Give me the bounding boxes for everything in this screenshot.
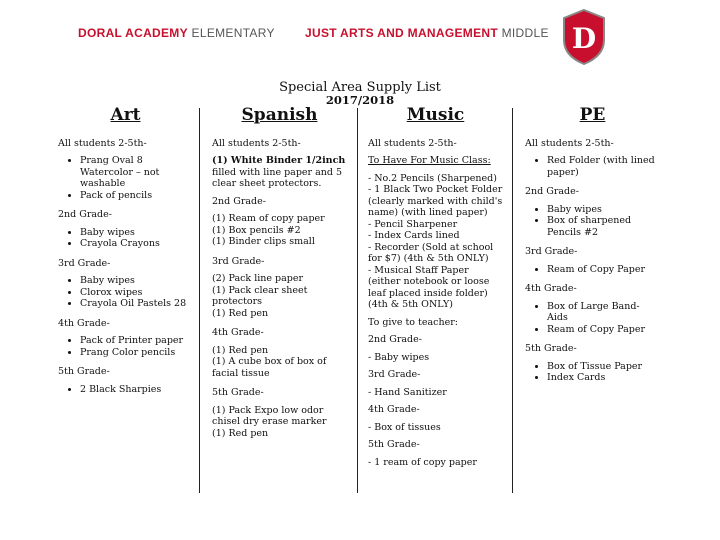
art-g2-list: • Baby wipes • Crayola Crayons — [58, 227, 193, 250]
music-heading: Music — [406, 105, 465, 125]
music-column: Music All students 2-5th- To Have For Music Class: - No.2 Pencils (Sharpened) - 1 Black Two Pocket Folder (clearly marked with child's name) (with lined paper) - Pencil Sharpener - Index Cards lined - Recorder (Sold at school for $7) (4th & 5th ONLY) - Musical Staff Paper (either notebook or loose leaf placed inside folder) (4th & 5th ONLY) To give to teacher: 2nd Grade- - Baby wipes 3rd Grade- - Hand Sanitizer 4th Grade- - Box of tissues 5th Grade- - 1 ream of copy paper — [368, 105, 503, 468]
school-header — [0, 0, 720, 72]
art-g5-list: • 2 Black Sharpies — [58, 384, 193, 396]
spanish-column: Spanish All students 2-5th- (1) White Binder 1/2inch filled with line paper and 5 clear sheet protectors. 2nd Grade- (1) Ream of copy paper (1) Box pencils #2 (1) Binder clips small 3rd Grade- (2) Pack line paper (1) Pack clear sheet protectors (1) Red pen 4th Grade- (1) Red pen (1) A cube box of box of facial tissue 5th Grade- (1) Pack Expo low odor chisel dry erase marker (1) Red pen — [212, 105, 346, 439]
middle-school-name: JUST ARTS AND MANAGEMENT MIDDLE — [305, 26, 549, 40]
art-g3-list: • Baby wipes • Clorox wipes • Crayola Oil Pastels 28 — [58, 275, 193, 310]
pe-heading: PE — [579, 105, 606, 125]
column-divider — [512, 108, 513, 493]
column-divider — [357, 108, 358, 493]
document-title: Special Area Supply List — [279, 80, 441, 95]
art-g4-list: • Pack of Printer paper • Prang Color pencils — [58, 335, 193, 358]
pe-g4-list: • Box of Large Band-Aids • Ream of Copy Paper — [525, 301, 660, 336]
pe-column: PE All students 2-5th- • Red Folder (with lined paper) 2nd Grade- • Baby wipes • Box of sharpened Pencils #2 3rd Grade- • Ream of Copy Paper 4th Grade- • Box of Large Band-Aids • Ream of Copy Paper 5th Grade- • Box of Tissue Paper • Index Cards — [525, 110, 660, 392]
music-class-list: - No.2 Pencils (Sharpened) - 1 Black Two Pocket Folder (clearly marked with child's name) (with lined paper) - Pencil Sharpener - Index Cards lined - Recorder (Sold at school for $7) (4th & 5th ONLY) - Musical Staff Paper (either notebook or loose leaf placed inside folder) (4th & 5th ONLY) — [368, 172, 503, 310]
column-divider — [199, 108, 200, 493]
elementary-school-name: DORAL ACADEMY ELEMENTARY — [78, 26, 275, 40]
school-year: 2017/2018 — [325, 93, 395, 107]
svg-text:D: D — [571, 22, 597, 55]
art-heading: Art — [110, 105, 141, 125]
spanish-heading: Spanish — [241, 105, 318, 125]
spanish-g2-list: (1) Ream of copy paper (1) Box pencils #2 (1) Binder clips small — [212, 213, 325, 247]
spanish-g3-list: (2) Pack line paper (1) Pack clear sheet protectors (1) Red pen — [212, 273, 308, 319]
school-crest-logo — [560, 8, 608, 66]
spanish-g5-list: (1) Pack Expo low odor chisel dry erase marker (1) Red pen — [212, 404, 327, 439]
pe-g5-list: • Box of Tissue Paper • Index Cards — [525, 361, 660, 384]
pe-all-list: • Red Folder (with lined paper) — [525, 155, 660, 178]
pe-g3-list: • Ream of Copy Paper — [525, 264, 660, 276]
art-all-list: • Prang Oval 8 Watercolor – not washable • Pack of pencils — [58, 155, 193, 201]
art-column: Art All students 2-5th- • Prang Oval 8 Watercolor – not washable • Pack of pencils 2nd Grade- • Baby wipes • Crayola Crayons 3rd Grade- • Baby wipes • Clorox wipes • Crayola Oil Pastels 28 4th Grade- • Pack of Printer paper • Prang Color pencils 5th Grade- • 2 Black Sharpies — [58, 110, 193, 403]
pe-g2-list: • Baby wipes • Box of sharpened Pencils #2 — [525, 204, 660, 239]
spanish-g4-list: (1) Red pen (1) A cube box of box of facial tissue — [212, 344, 327, 379]
